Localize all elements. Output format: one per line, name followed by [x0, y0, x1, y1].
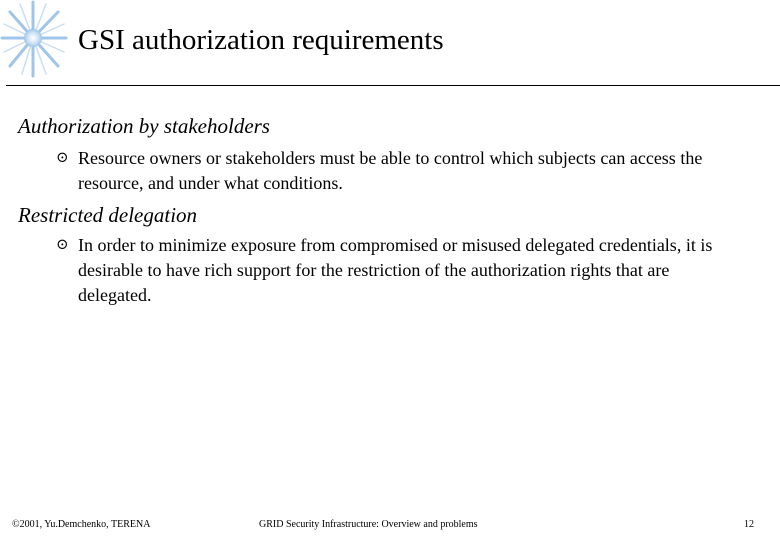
footer-copyright: ©2001, Yu.Demchenko, TERENA: [12, 519, 151, 530]
slide-title: GSI authorization requirements: [78, 24, 444, 56]
bullet-text: In order to minimize exposure from compromised or misused delegated credentials, it is desirable to have rich support for the restriction of the authorization rights that are delegated.: [78, 235, 713, 305]
footer-presentation-title: GRID Security Infrastructure: Overview and problems: [259, 519, 478, 530]
bullet-text: Resource owners or stakeholders must be able to control which subjects can access the resource, and under what conditions.: [78, 148, 703, 193]
section-heading-authorization: Authorization by stakeholders: [18, 114, 270, 138]
section-heading-delegation: Restricted delegation: [18, 203, 198, 227]
bullet-icon: ⊙: [56, 237, 69, 253]
starburst-icon: [0, 0, 70, 80]
bullet-icon: ⊙: [56, 150, 69, 166]
title-divider: [6, 85, 780, 86]
page-number: 12: [744, 519, 754, 530]
